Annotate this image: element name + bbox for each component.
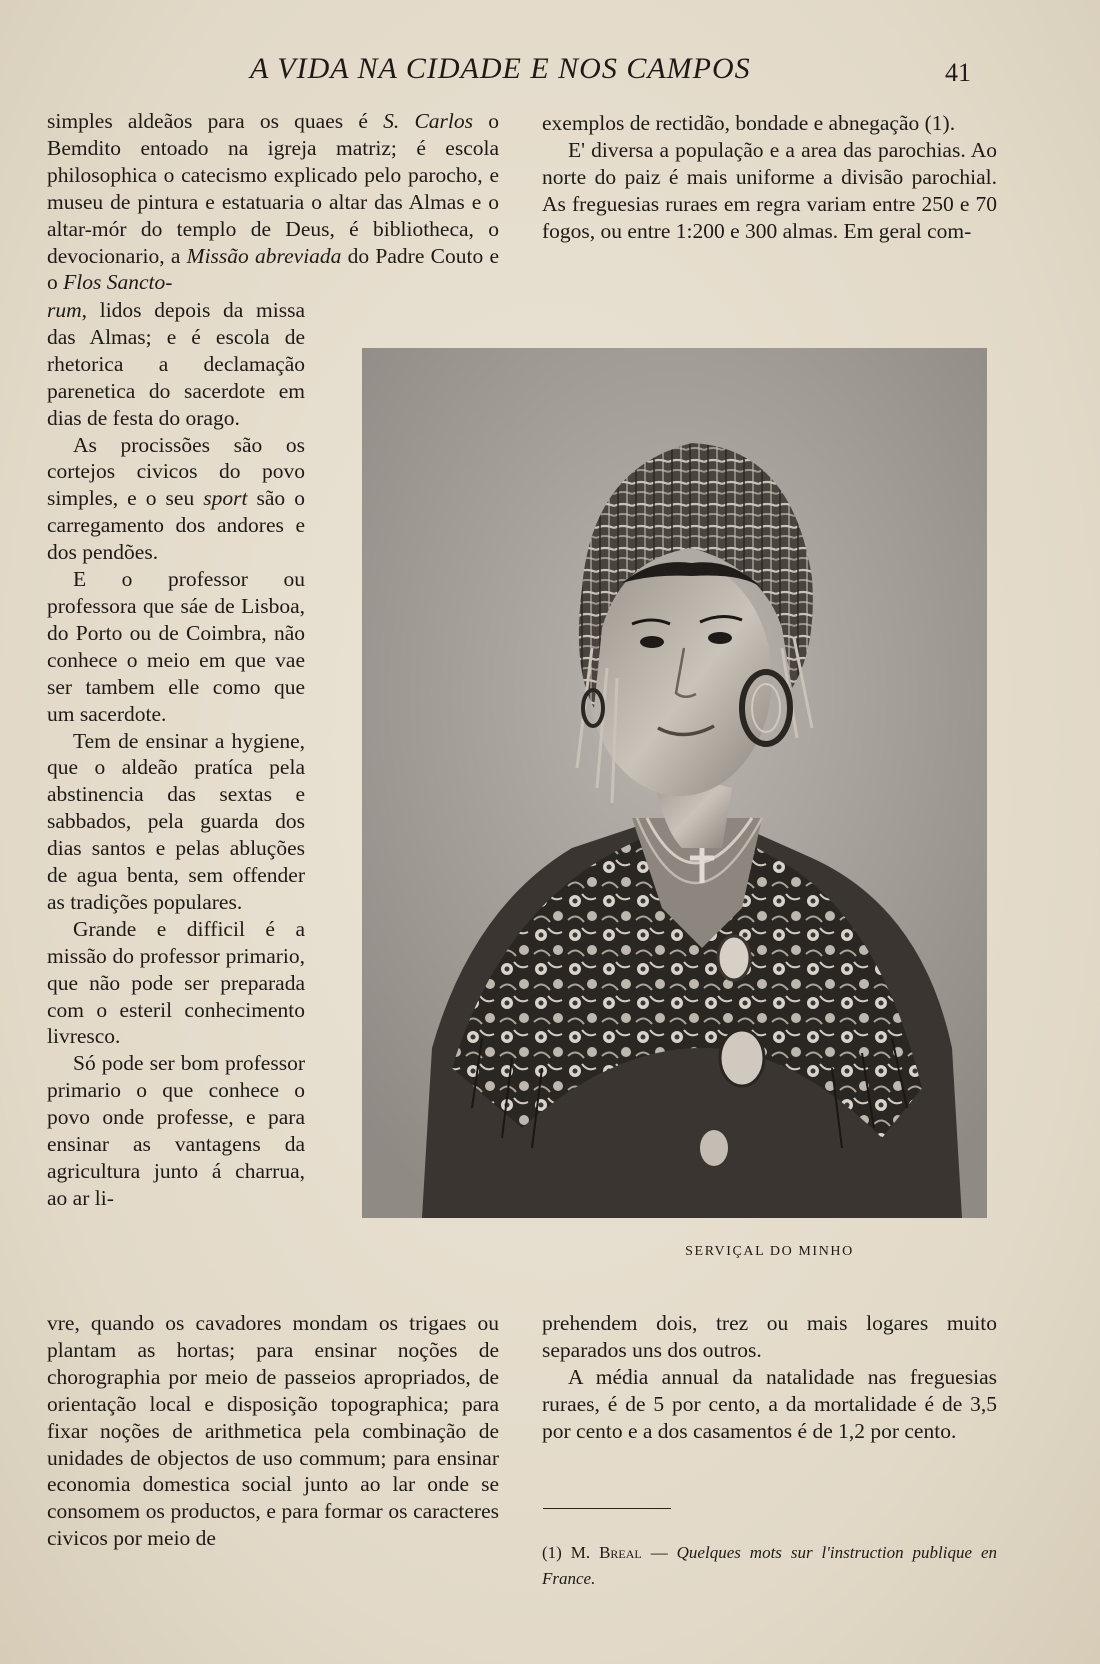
right-column-top-text xyxy=(542,110,997,245)
paragraph: vre, quando os cavadores mondam os trigaes ou plantam as hortas; para ensinar noções de chorographia por meio de passeios apropriados, de orientação local e disposição topographica; para fixar noções de arithmetica pela combinação de unidades de objectos de uso commum; para ensinar economia domestica social junto ao lar onde se consomem os productos, e para formar os caracteres civicos por meio de xyxy=(47,1311,499,1551)
photo-caption: SERVIÇAL DO MINHO xyxy=(685,1244,854,1259)
text-run: simples aldeãos para os quaes é xyxy=(47,109,384,133)
portrait-illustration xyxy=(362,348,987,1218)
paragraph xyxy=(47,432,305,567)
right-column-bottom-text xyxy=(542,1310,997,1445)
footnote xyxy=(542,1540,997,1592)
paragraph: Tem de ensinar a hygiene, que o aldeão pratíca pela abstinencia das sextas e sabbados, pela guarda dos dias santos e pelas abluções de agua benta, sem offender as tradições populares. xyxy=(47,728,305,914)
paragraph: prehendem dois, trez ou mais logares muito separados uns dos outros. xyxy=(542,1311,997,1362)
italic-run: Missão abreviada xyxy=(186,243,342,268)
footnote-rule xyxy=(543,1508,671,1509)
text-run: As procissões são os cortejos civicos do povo simples, e o seu xyxy=(47,432,305,511)
paragraph: Grande e difficil é a missão do professor primario, que não pode ser preparada com o esteril conhecimento livresco. xyxy=(47,916,305,1049)
text-run: , lidos depois da missa das Almas; e é escola de rhetorica a declamação parenetica do sacerdote em dias de festa do orago. xyxy=(47,298,305,430)
paragraph: Só pode ser bom professor primario o que conhece o povo onde professe, e para ensinar as vantagens da agricultura junto á charrua, ao ar li- xyxy=(47,1051,305,1210)
running-header-title: A VIDA NA CIDADE E NOS CAMPOS xyxy=(250,52,751,85)
left-column-narrow-text xyxy=(47,297,305,1212)
paragraph: A média annual da natalidade nas freguesias ruraes, é de 5 por cento, a da mortalidade é de 3,5 por cento e a dos casamentos é de 1,2 por cento. xyxy=(542,1364,997,1443)
paragraph: E' diversa a população e a area das parochias. Ao norte do paiz é mais uniforme a divisão parochial. As freguesias ruraes em regra variam entre 250 e 70 fogos, ou entre 1:200 e 300 almas. Em geral com- xyxy=(542,137,997,243)
paragraph xyxy=(47,297,305,432)
footnote-title: Quelques mots sur l'instruction publique en France. xyxy=(542,1543,997,1588)
footnote-author: M. Breal xyxy=(570,1543,642,1562)
text-run: o Bemdito entoado na igreja matriz; é escola philosophica o catecismo explicado pelo parocho, e museu de pintura e estatuaria o altar das Almas e o altar-mór do templo de Deus, é bibliotheca, o devocionario, a xyxy=(47,109,499,268)
italic-run: rum xyxy=(47,298,82,322)
italic-run: S. Carlos xyxy=(383,109,474,133)
bottom-left-text xyxy=(47,1310,499,1552)
portrait-photograph xyxy=(362,348,987,1218)
page-number: 41 xyxy=(945,58,971,87)
text-run: do Padre Couto e o xyxy=(47,243,499,295)
footnote-dash: — xyxy=(641,1543,677,1562)
paragraph xyxy=(47,108,499,296)
footnote-marker: (1) xyxy=(542,1543,571,1562)
paragraph: E o professor ou professora que sáe de Lisboa, do Porto ou de Coimbra, não conhece o meio em que vae ser tambem elle como que um sacerdote. xyxy=(47,567,305,726)
paragraph: exemplos de rectidão, bondade e abnegação (1). xyxy=(542,111,956,135)
italic-run: sport xyxy=(203,486,248,511)
left-column-top-text xyxy=(47,108,499,296)
text-run: são o carregamento dos andores e dos pendões. xyxy=(47,486,305,565)
italic-run: Flos Sancto- xyxy=(63,270,173,295)
